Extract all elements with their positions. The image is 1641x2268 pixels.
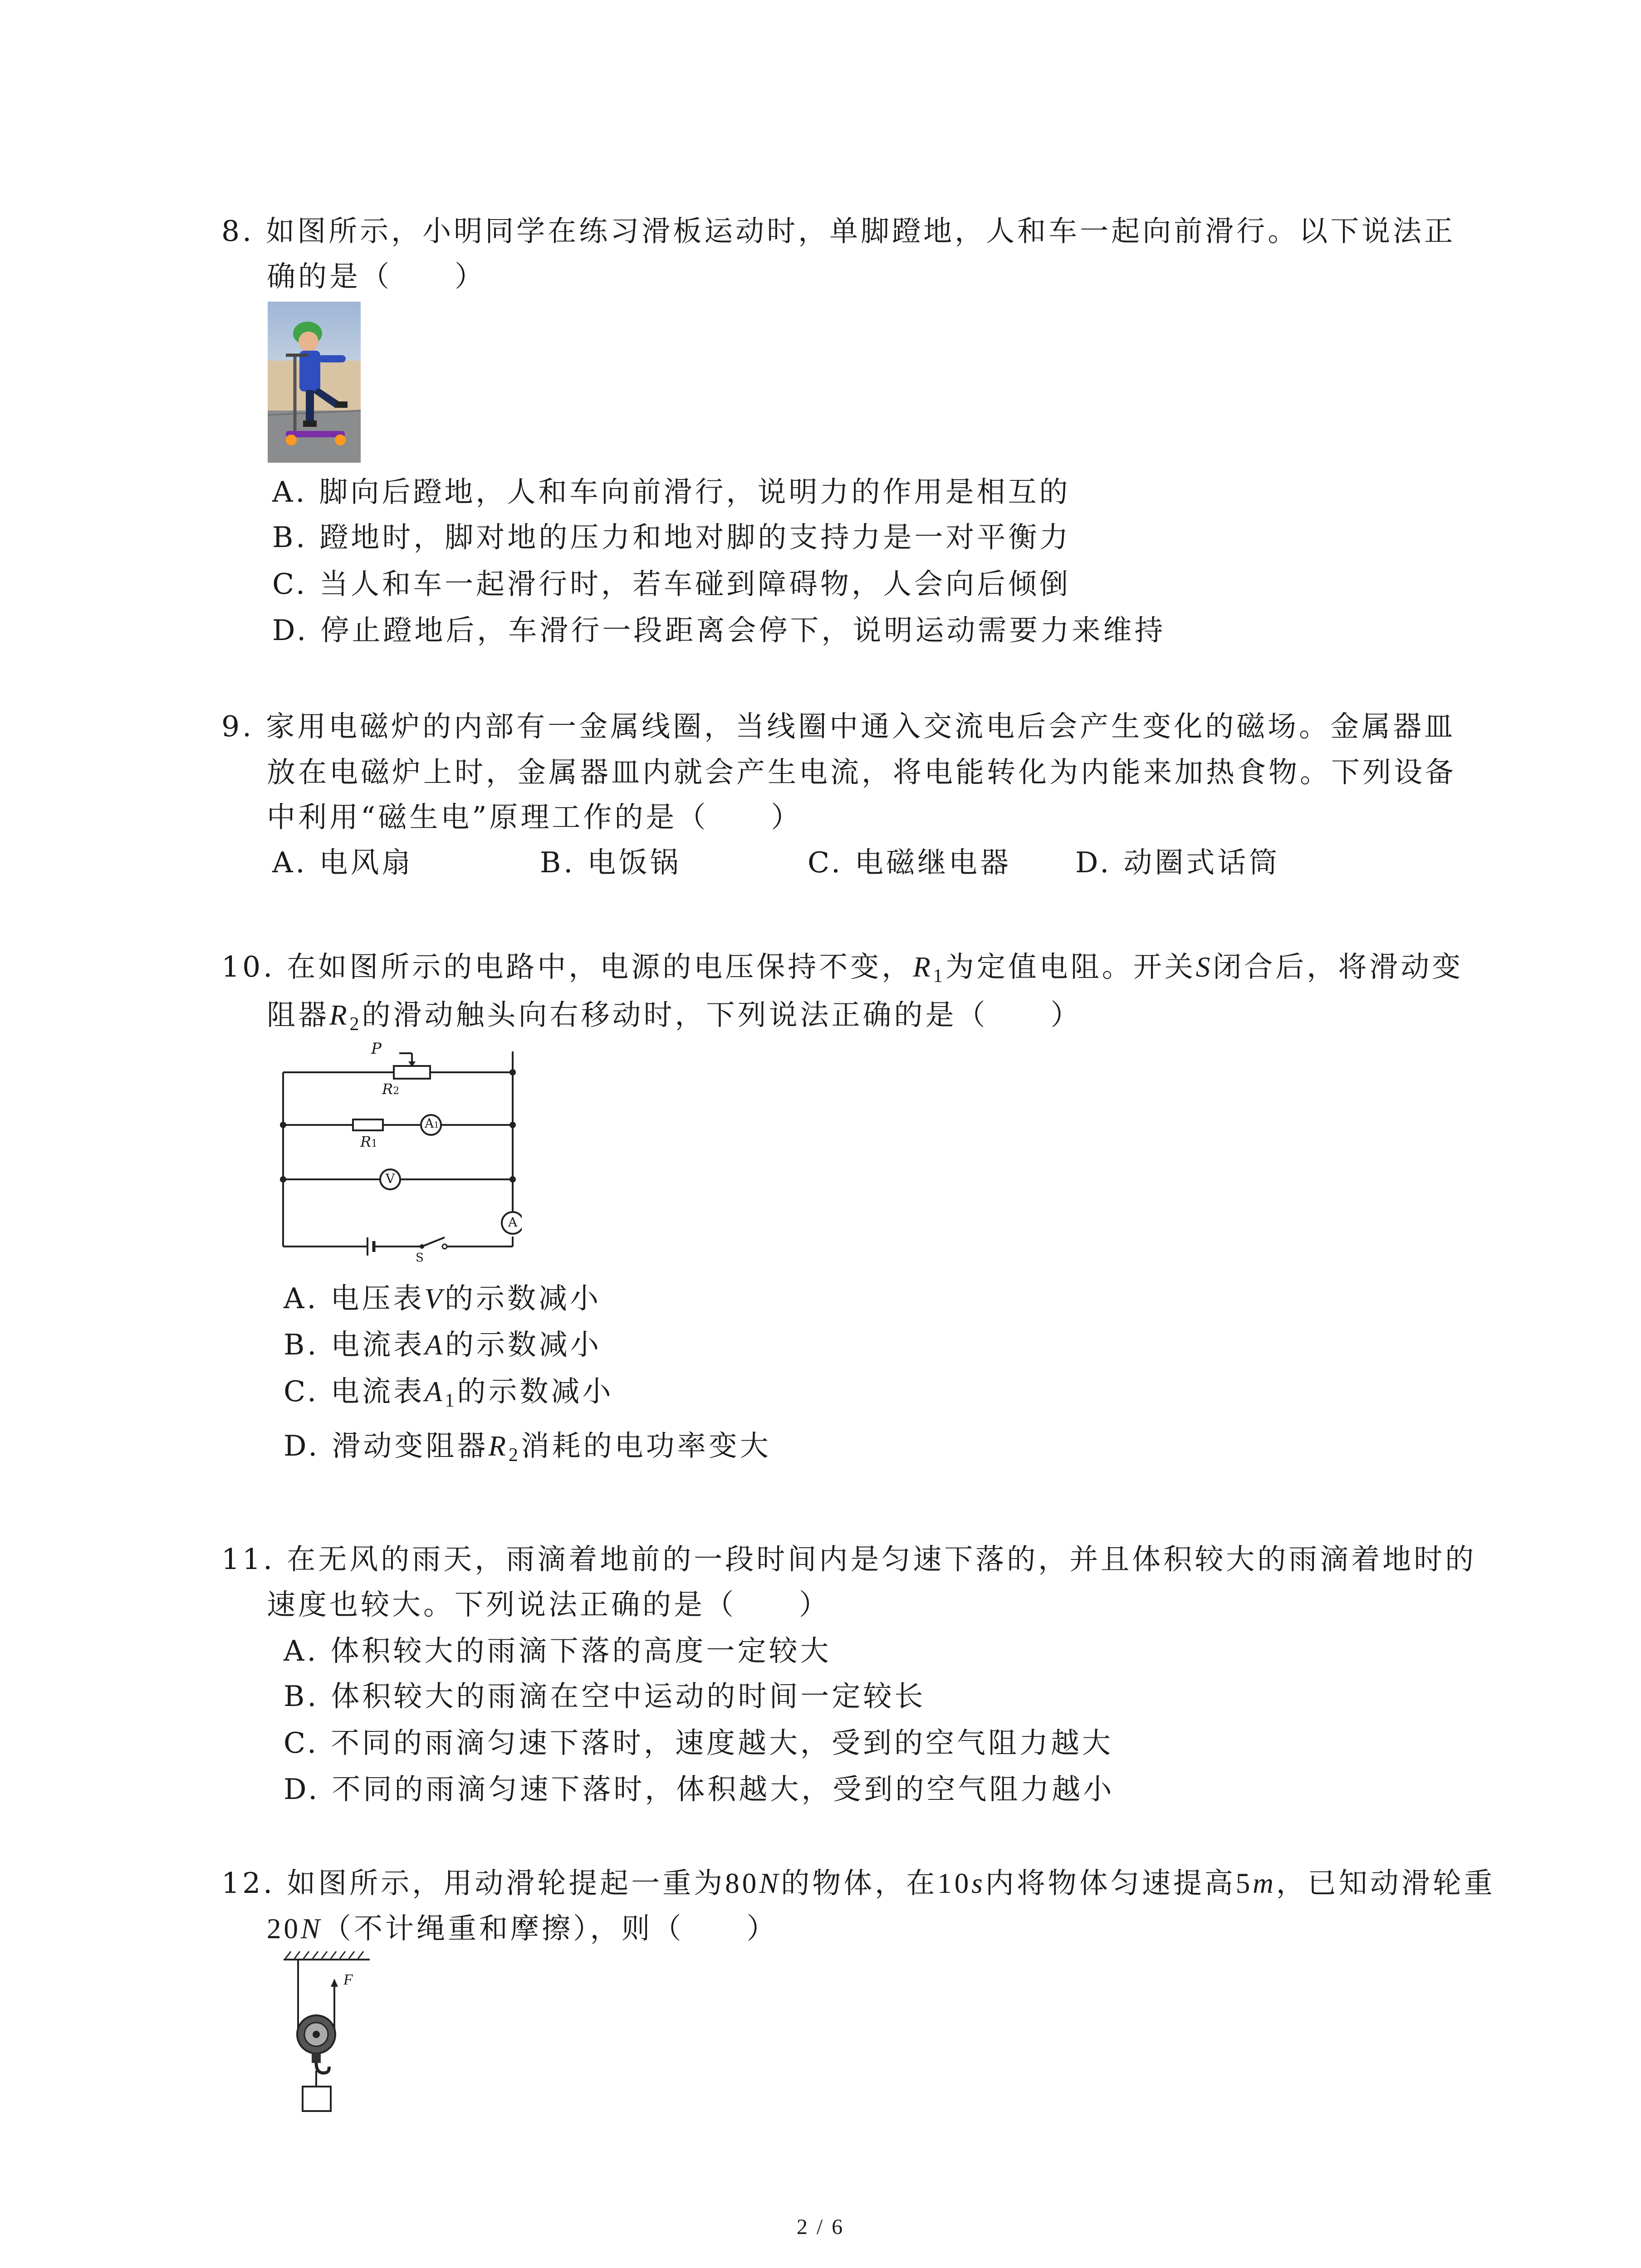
q12-text-b: 的物体，在 xyxy=(781,1867,938,1900)
q10-opt-d-post: 消耗的电功率变大 xyxy=(520,1429,771,1462)
q10-opt-b-pre: B. 电流表 xyxy=(284,1328,425,1361)
q11-option-b: B. 体积较大的雨滴在空中运动的时间一定较长 xyxy=(284,1680,926,1713)
circuit-voltmeter: V xyxy=(386,1171,395,1186)
q10-s-symbol: S xyxy=(1195,951,1213,983)
page-number: 2 / 6 xyxy=(796,2215,845,2239)
q8-stem-line1: 8. 如图所示，小明同学在练习滑板运动时，单脚蹬地，人和车一起向前滑行。以下说法正 xyxy=(221,215,1456,248)
q9-option-c: C. 电磁继电器 xyxy=(808,846,1012,879)
q10-text-l2a: 阻器 xyxy=(267,998,329,1031)
q10-stem-line2 xyxy=(267,997,1082,1042)
circuit-label-p: P xyxy=(371,1040,382,1058)
q10-opt-c-sym: A xyxy=(425,1376,445,1408)
q12-stem-line1 xyxy=(221,1865,1495,1901)
circuit-label-r2-sub: 2 xyxy=(393,1085,400,1097)
q12-weight-value: 80 xyxy=(725,1867,759,1899)
q10-option-c xyxy=(284,1374,614,1419)
q10-r2-subscript: 2 xyxy=(349,1014,362,1035)
q10-option-b xyxy=(284,1327,602,1363)
q9-option-d: D. 动圈式话筒 xyxy=(1075,846,1280,879)
q12-stem-line2 xyxy=(267,1911,778,1947)
q12-height-unit: m xyxy=(1253,1867,1276,1899)
q12-text-c: 内将物体匀速提高 xyxy=(985,1867,1236,1900)
circuit-label-r2 xyxy=(382,1080,399,1098)
q9-options-row xyxy=(272,845,1452,881)
q12-height-value: 5 xyxy=(1235,1867,1253,1899)
q8-option-c: C. 当人和车一起滑行时，若车碰到障碍物，人会向后倾倒 xyxy=(272,567,1071,601)
q9-option-b: B. 电饭锅 xyxy=(540,846,681,879)
movable-pulley-diagram xyxy=(279,1950,379,2123)
q12-text-l2: （不计绳重和摩擦），则（ ） xyxy=(323,1912,778,1945)
q10-r1-symbol: R xyxy=(913,951,933,983)
q9-stem-line3: 中利用“磁生电”原理工作的是（ ） xyxy=(267,801,803,834)
q10-opt-d-sub: 2 xyxy=(508,1445,521,1466)
q12-text-d: ，已知动滑轮重 xyxy=(1276,1867,1495,1900)
force-label: F xyxy=(343,1971,353,1988)
scooter-boy-photo xyxy=(268,302,361,463)
q10-opt-d-sym: R xyxy=(488,1430,509,1462)
q8-option-d: D. 停止蹬地后，车滑行一段距离会停下，说明运动需要力来维持 xyxy=(272,614,1166,647)
q10-r2-symbol: R xyxy=(329,999,350,1031)
q10-opt-c-post: 的示数减小 xyxy=(457,1375,614,1408)
q8-option-b: B. 蹬地时，脚对地的压力和地对脚的支持力是一对平衡力 xyxy=(272,521,1071,554)
q10-opt-c-sub: 1 xyxy=(445,1390,457,1411)
q12-time-unit: s xyxy=(971,1867,985,1899)
q10-text-l2c: 的滑动触头向右移动时，下列说法正确的是（ ） xyxy=(362,998,1082,1031)
q12-pulley-weight-value: 20 xyxy=(267,1913,301,1945)
q12-pulley-weight-unit: N xyxy=(301,1913,323,1945)
q11-option-a: A. 体积较大的雨滴下落的高度一定较大 xyxy=(284,1634,832,1667)
q8-stem-line2: 确的是（ ） xyxy=(267,260,486,293)
q11-option-d: D. 不同的雨滴匀速下落时，体积越大，受到的空气阻力越小 xyxy=(284,1773,1115,1806)
q10-opt-a-sym: V xyxy=(424,1283,445,1315)
circuit-label-r1 xyxy=(360,1133,377,1150)
q10-opt-b-post: 的示数减小 xyxy=(445,1328,602,1361)
circuit-label-r2-sym: R xyxy=(382,1080,393,1098)
circuit-ammeter-a: A xyxy=(508,1215,518,1230)
q10-opt-a-pre: A. 电压表 xyxy=(284,1282,425,1315)
q10-r1-subscript: 1 xyxy=(933,966,945,987)
circuit-label-r1-sub: 1 xyxy=(371,1138,378,1149)
q10-opt-b-sym: A xyxy=(425,1329,445,1361)
q10-text-e: 闭合后，将滑动变 xyxy=(1213,950,1464,983)
q10-option-a xyxy=(284,1281,601,1317)
q10-text-a: 10. 在如图所示的电路中，电源的电压保持不变， xyxy=(221,950,913,983)
q10-stem-line1 xyxy=(221,949,1463,994)
q9-option-a: A. 电风扇 xyxy=(272,846,413,879)
q10-text-c: 为定值电阻。开关 xyxy=(945,950,1196,983)
circuit-ammeter-a1 xyxy=(425,1116,439,1131)
q11-option-c: C. 不同的雨滴匀速下落时，速度越大，受到的空气阻力越大 xyxy=(284,1726,1114,1760)
q11-stem-line2: 速度也较大。下列说法正确的是（ ） xyxy=(267,1588,830,1621)
circuit-diagram xyxy=(277,1040,522,1265)
q12-weight-unit: N xyxy=(759,1867,781,1899)
q9-stem-line1: 9. 家用电磁炉的内部有一金属线圈，当线圈中通入交流电后会产生变化的磁场。金属器皿 xyxy=(221,710,1456,743)
q12-time-value: 10 xyxy=(937,1867,972,1899)
q10-opt-a-post: 的示数减小 xyxy=(445,1282,602,1315)
circuit-ammeter-a1-sub: 1 xyxy=(434,1120,439,1130)
q8-option-a: A. 脚向后蹬地，人和车向前滑行，说明力的作用是相互的 xyxy=(272,475,1071,508)
q10-opt-d-pre: D. 滑动变阻器 xyxy=(284,1429,489,1462)
circuit-label-r1-sym: R xyxy=(360,1133,372,1150)
q10-opt-c-pre: C. 电流表 xyxy=(284,1375,425,1408)
circuit-ammeter-a1-sym: A xyxy=(425,1116,434,1131)
circuit-switch-label: S xyxy=(416,1251,424,1265)
q12-text-a: 12. 如图所示，用动滑轮提起一重为 xyxy=(221,1867,725,1900)
q9-stem-line2: 放在电磁炉上时，金属器皿内就会产生电流，将电能转化为内能来加热食物。下列设备 xyxy=(267,756,1456,789)
q10-option-d xyxy=(284,1428,771,1473)
q11-stem-line1: 11. 在无风的雨天，雨滴着地前的一段时间内是匀速下落的，并且体积较大的雨滴着地时的 xyxy=(221,1543,1477,1576)
